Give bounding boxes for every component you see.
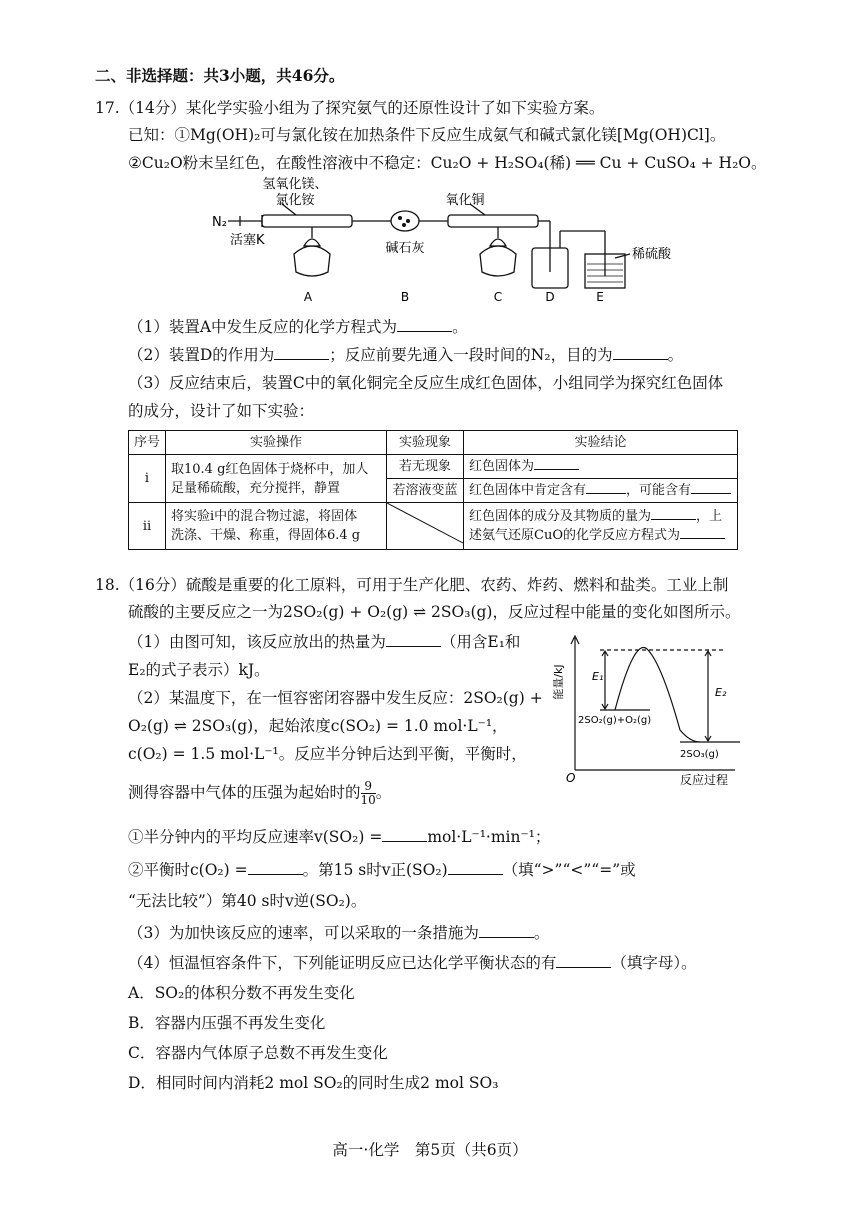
q17-p3-line2: 的成分，设计了如下实验： [128,402,315,420]
q18-opt-a: A．SO₂的体积分数不再发生变化 [128,984,355,1002]
label-soda-lime: 碱石灰 [385,241,425,256]
q18-opt-b: B．容器内压强不再发生变化 [128,1014,326,1032]
energy-reactants: 2SO₂(g)+O₂(g) [578,715,652,726]
label-n2: N₂ [212,215,227,230]
r1-op: 取10.4 g红色固体于烧杯中，加人 足量稀硫酸，充分搅拌，静置 [166,455,387,503]
label-a-reagent-2: 氯化铵 [275,193,315,208]
th-no: 序号 [129,431,166,455]
q18-p2-l2: O₂(g) ⇌ 2SO₃(g)，起始浓度c(SO₂) = 1.0 mol·L⁻¹， [128,717,508,735]
q18-s1: ①半分钟内的平均反应速率v(SO₂) = mol·L⁻¹·min⁻¹； [128,828,551,846]
q18-p4: （4）恒温恒容条件下，下列能证明反应已达化学平衡状态的有 （填字母）。 [128,954,697,972]
r1-phen2: 若溶液变蓝 [387,479,464,503]
q18-p2-l1: （2）某温度下，在一恒容密闭容器中发生反应：2SO₂(g) + [128,689,543,707]
label-acid: 稀硫酸 [632,247,672,262]
section-title: 二、非选择题：共3小题，共46分。 [95,66,345,85]
r2-op: 将实验ⅰ中的混合物过滤，将固体 洗涤、干燥、称重，得固体6.4 g [166,503,387,550]
q17-p2: （2）装置D的作用为 ；反应前要先通入一段时间的N₂，目的为 。 [128,346,684,364]
q17-p1: （1）装置A中发生反应的化学方程式为 。 [128,318,468,336]
energy-origin: O [566,771,576,785]
label-a-reagent-1: 氢氧化镁、 [262,177,328,192]
th-op: 实验操作 [166,431,387,455]
r2-phen [387,503,464,550]
label-valve: 活塞K [230,233,265,248]
q17-known1: 已知：①Mg(OH)₂可与氯化铵在加热条件下反应生成氨气和碱式氯化镁[Mg(OH)Cl]。 [128,126,726,144]
q18-p2-l4: 测得容器中气体的压强为起始时的 $\frac{9}{10}$ 。 [128,779,392,807]
energy-e2: E₂ [715,686,727,699]
r1-conc1: 红色固体为 [464,455,738,479]
q17-known2: ②Cu₂O粉末呈红色，在酸性溶液中不稳定：Cu₂O + H₂SO₄(稀) ══ Cu + CuSO₄ + H₂O。 [128,154,767,172]
label-e: E [596,290,604,304]
r2-no: ⅱ [129,503,166,550]
q18-s2: ②平衡时c(O₂) = 。第15 s时v正(SO₂) （填“>”“<”“=”或 [128,861,636,879]
energy-products: 2SO₃(g) [680,749,719,760]
label-c: C [493,290,503,304]
q18-s2d: “无法比较”）第40 s时v逆(SO₂)。 [128,892,367,910]
label-a: A [303,290,313,304]
q18-p3: （3）为加快该反应的速率，可以采取的一条措施为 。 [128,924,550,942]
r1-conc2: 红色固体中肯定含有 ，可能含有 [464,479,738,503]
q18-opt-d: D．相同时间内消耗2 mol SO₂的同时生成2 mol SO₃ [128,1074,499,1092]
page-footer: 高一·化学 第5页（共6页） [332,1141,528,1159]
q17-intro: 17.（14分）某化学实验小组为了探究氨气的还原性设计了如下实验方案。 [95,99,605,117]
energy-e1: E₁ [592,670,604,683]
q18-opt-c: C．容器内气体原子总数不再发生变化 [128,1044,388,1062]
energy-xlabel: 反应过程 [680,773,729,787]
q18-intro2: 硫酸的主要反应之一为2SO₂(g) + O₂(g) ⇌ 2SO₃(g)，反应过程中能量的变化如图所示。 [128,603,741,621]
r1-phen1: 若无现象 [387,455,464,479]
experiment-table [128,430,738,550]
q17-p3-line1: （3）反应结束后，装置C中的氧化铜完全反应生成红色固体，小组同学为探究红色固体 [128,374,724,392]
r1-no: ⅰ [129,455,166,503]
r2-conc: 红色固体的成分及其物质的量为 ，上 述氨气还原CuO的化学反应方程式为 [464,503,738,550]
q18-p1: （1）由图可知，该反应放出的热量为 （用含E₁和 [128,633,521,651]
q18-p1c: E₂的式子表示）kJ。 [128,661,270,679]
label-b: B [400,290,410,304]
q18-intro: 18.（16分）硫酸是重要的化工原料，可用于生产化肥、农药、炸药、燃料和盐类。工业上制 [95,576,729,594]
th-conc: 实验结论 [464,431,738,455]
label-c-reagent: 氧化铜 [445,193,485,208]
energy-ylabel: 能量/kJ [552,664,565,700]
th-phen: 实验现象 [387,431,464,455]
apparatus-diagram [200,176,672,306]
q18-p2-l3: c(O₂) = 1.5 mol·L⁻¹。反应半分钟后达到平衡，平衡时， [128,745,527,763]
energy-diagram [540,630,750,790]
label-d: D [545,290,555,304]
